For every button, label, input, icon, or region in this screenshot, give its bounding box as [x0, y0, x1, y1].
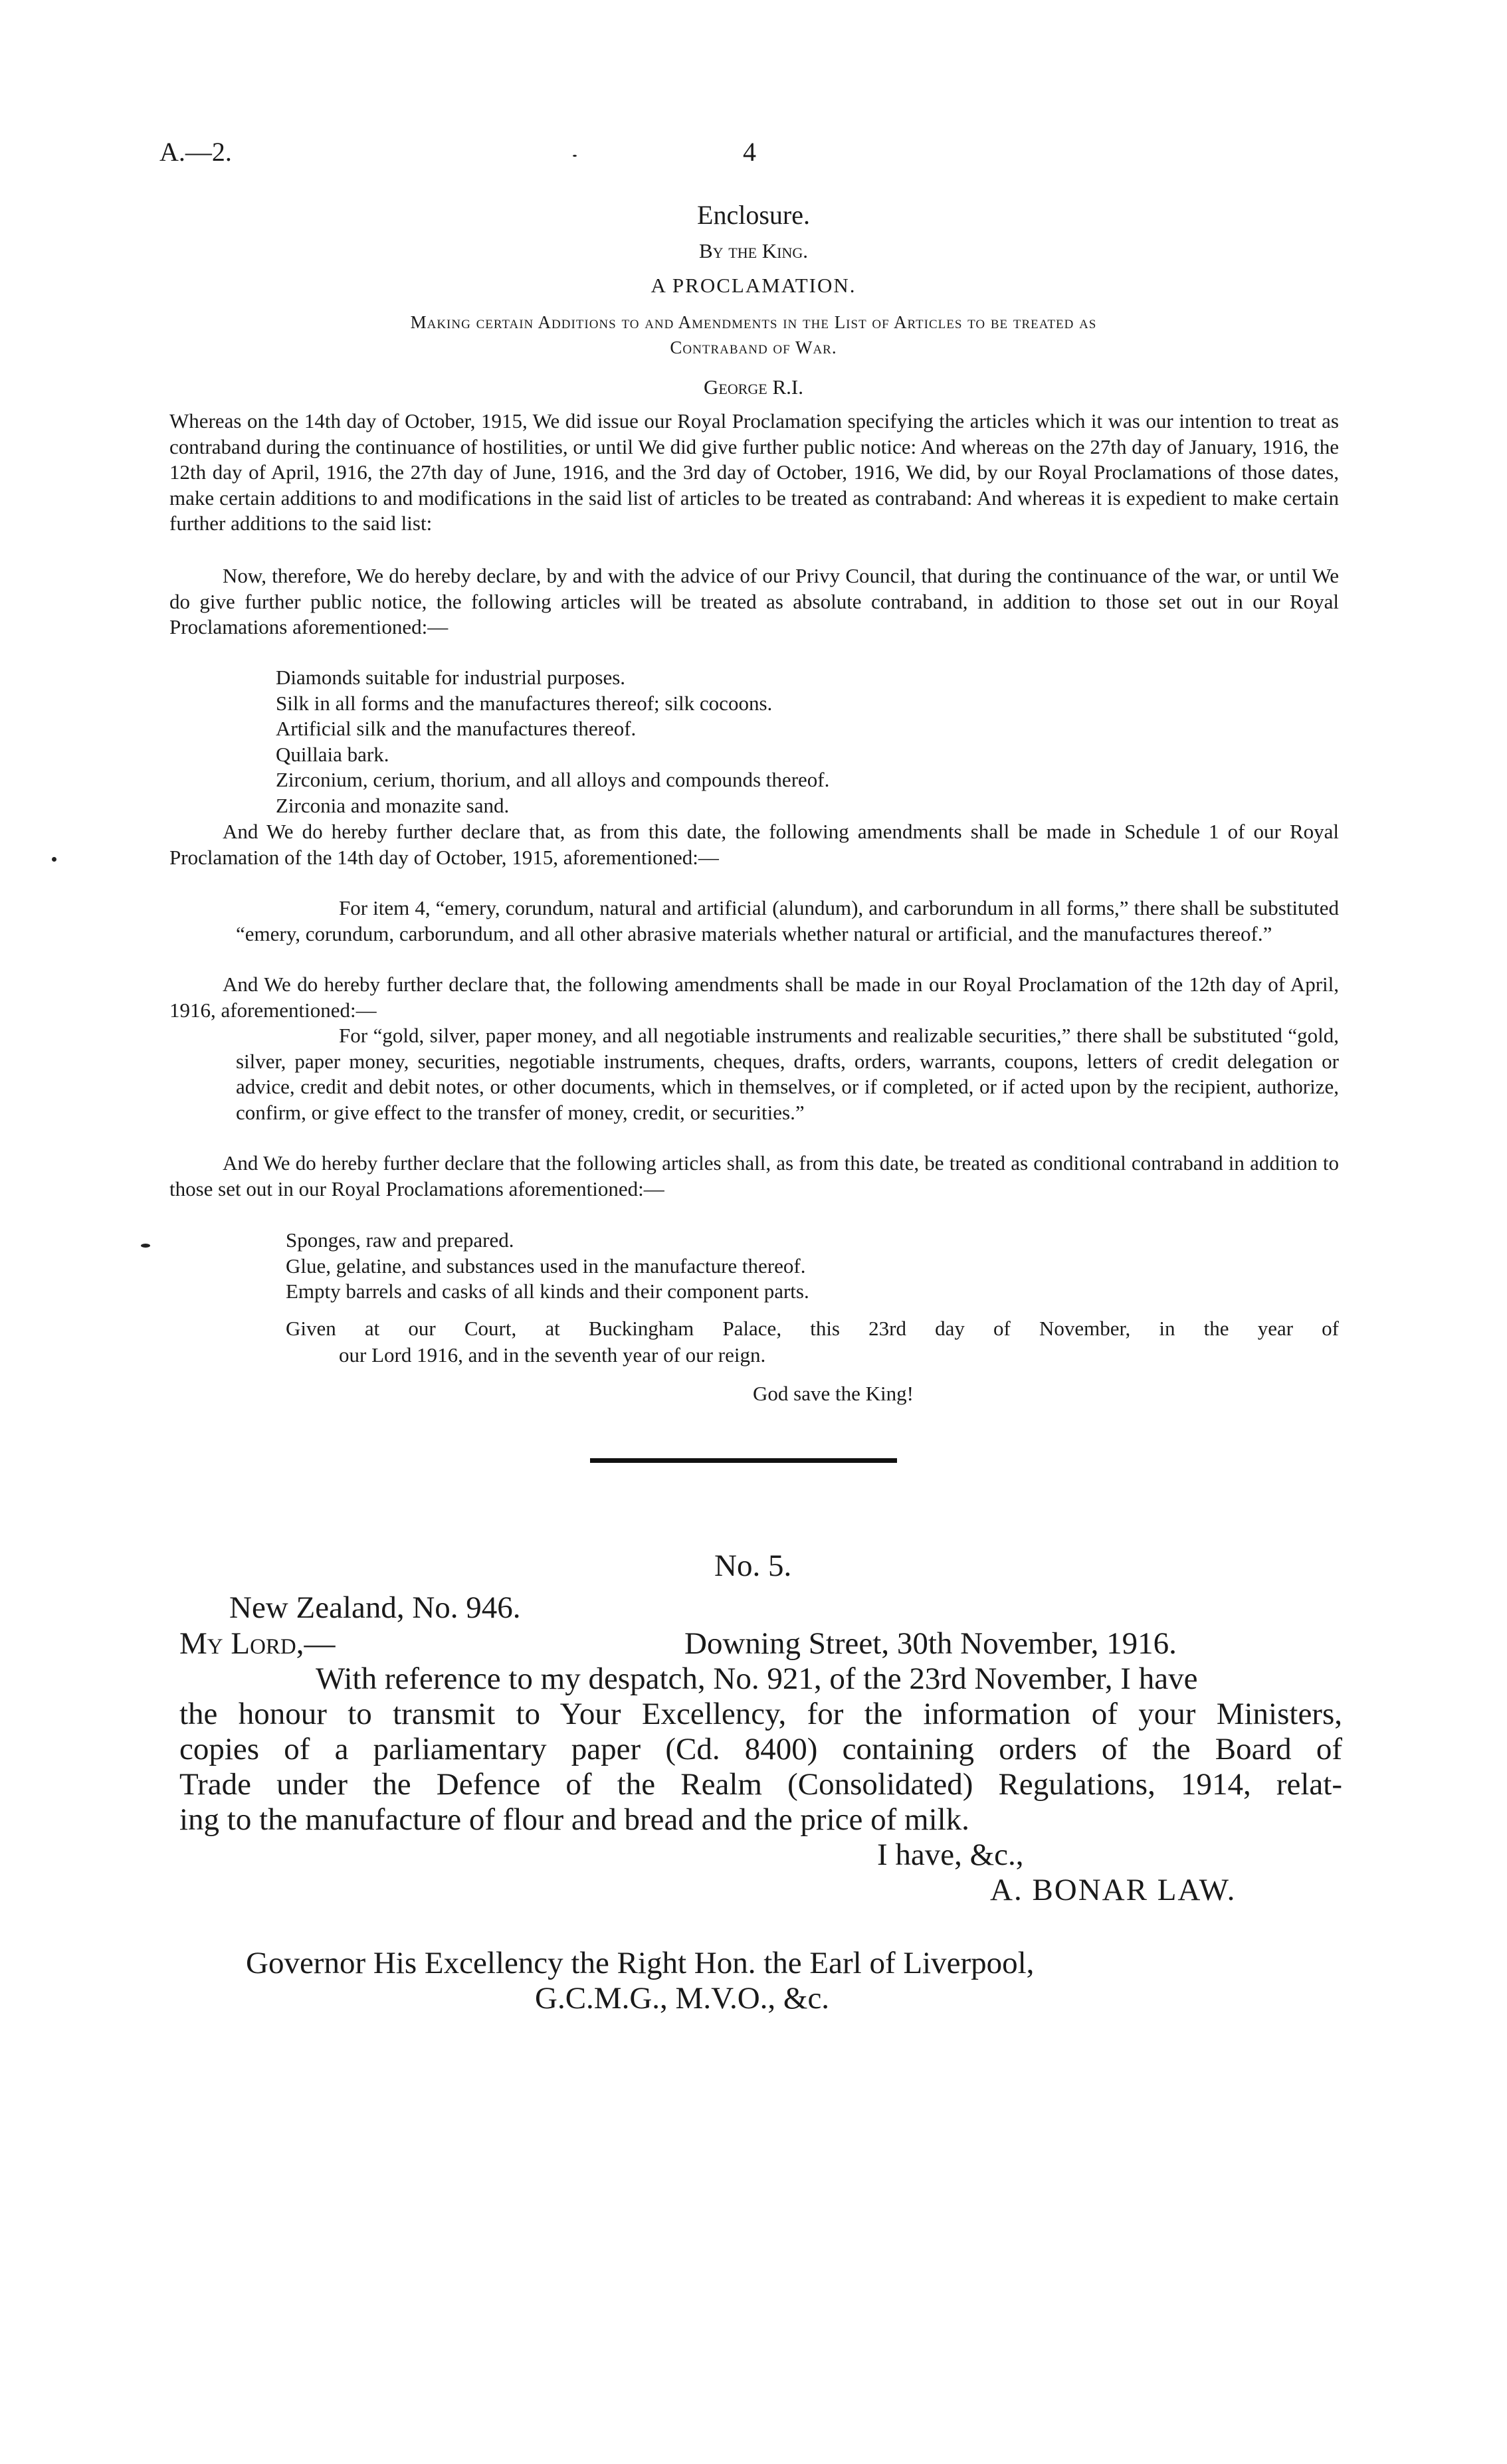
given-at-line1: Given at our Court, at Buckingham Palace, this 23rd day of November, in the year of — [286, 1317, 1339, 1340]
by-the-king: By the King. — [698, 239, 809, 262]
whereas-paragraph: Whereas on the 14th day of October, 1915, We did issue our Royal Proclamation specifying the articles which it was our intention to treat as contraband during the continuance of hostilities, or until We did give further public notice: And whereas on the 27th day of January, 1916, the 12th day of April, 1916, the 27th day of June, 1916, and the 3rd day of October, 1916, We did, by our Royal Proclamations of those dates, make certain additions to and modifications in the said list of articles to be treated as contraband: And whereas it is expedient to make certain further additions to the said list: — [169, 409, 1339, 535]
margin-mark — [141, 1244, 150, 1248]
letter-signature: A. BONAR LAW. — [990, 1873, 1237, 1907]
proclamation-heading: A PROCLAMATION. — [651, 274, 856, 297]
letter-body-line4: Trade under the Defence of the Realm (Consolidated) Regulations, 1914, relat- — [179, 1767, 1342, 1802]
document-reference: A.—2. — [159, 137, 232, 167]
conditional-contraband-list — [286, 1228, 809, 1305]
amendment-two-quote: For “gold, silver, paper money, and all negotiable instruments and realizable securities,” there shall be substituted “gold, silver, paper money, securities, negotiable instruments, cheques, drafts, orders, warrants, coupons, letters of credit delegation or advice, credit and debit notes, or other documents, which in themselves, or if completed, or if acted upon by the recipient, authorize, confirm, or give effect to the transfer of money, credit, or securities.” — [236, 1024, 1339, 1124]
addressee-line2: G.C.M.G., M.V.O., &c. — [535, 1981, 830, 2016]
royal-signature: George R.I. — [704, 375, 803, 399]
amendment-one-quote: For item 4, “emery, corundum, natural and artificial (alundum), and carborundum in all forms,” there shall be substituted “emery, corundum, carborundum, and all other abrasive materials whether natural or artificial, and the manufactures thereof.” — [236, 896, 1339, 945]
letter-body-line2: the honour to transmit to Your Excellency, for the information of your Ministers, — [179, 1697, 1342, 1731]
speck-mark — [573, 155, 577, 157]
addressee-line1: Governor His Excellency the Right Hon. the Earl of Liverpool, — [246, 1946, 1035, 1980]
list-item: Empty barrels and casks of all kinds and their component parts. — [286, 1279, 809, 1303]
list-item: Silk in all forms and the manufactures thereof; silk cocoons. — [276, 691, 773, 715]
list-item: Diamonds suitable for industrial purposes. — [276, 666, 626, 689]
absolute-contraband-list — [276, 665, 829, 818]
amendment-one-paragraph: And We do hereby further declare that, as from this date, the following amendments shall be made in Schedule 1 of our Royal Proclamation of the 14th day of October, 1915, aforementioned:— — [169, 820, 1339, 869]
list-item: Zirconia and monazite sand. — [276, 793, 510, 817]
letter-number: No. 5. — [714, 1549, 792, 1583]
god-save-the-king: God save the King! — [753, 1382, 914, 1405]
proclamation-subtitle-line2: Contraband of War. — [670, 337, 837, 357]
letter-body-line3: copies of a parliamentary paper (Cd. 8400) containing orders of the Board of — [179, 1732, 1342, 1766]
salutation: My Lord,— — [179, 1626, 336, 1661]
list-item: Zirconium, cerium, thorium, and all alloys and compounds thereof. — [276, 768, 830, 791]
amendment-two-paragraph: And We do hereby further declare that, the following amendments shall be made in our Royal Proclamation of the 12th day of April, 1916, aforementioned:— — [169, 973, 1339, 1022]
new-zealand-reference: New Zealand, No. 946. — [229, 1590, 521, 1625]
enclosure-title: Enclosure. — [697, 200, 810, 230]
page-number: 4 — [743, 137, 756, 167]
letter-body-line5: ing to the manufacture of flour and bread and the price of milk. — [179, 1802, 969, 1837]
address-date: Downing Street, 30th November, 1916. — [684, 1626, 1177, 1661]
absolute-contraband-paragraph: Now, therefore, We do hereby declare, by and with the advice of our Privy Council, that during the continuance of the war, or until We do give further public notice, the following articles will be treated as absolute contraband, in addition to those set out in our Royal Proclamations aforementioned:— — [169, 564, 1339, 638]
list-item: Glue, gelatine, and substances used in the manufacture thereof. — [286, 1254, 806, 1278]
conditional-contraband-paragraph: And We do hereby further declare that the following articles shall, as from this date, be treated as conditional contraband in addition to those set out in our Royal Proclamations aforementioned:— — [169, 1151, 1339, 1200]
letter-closing: I have, &c., — [877, 1838, 1024, 1872]
list-item: Sponges, raw and prepared. — [286, 1228, 514, 1252]
letter-body-line1: With reference to my despatch, No. 921, of the 23rd November, I have — [316, 1661, 1198, 1696]
given-at-line2: our Lord 1916, and in the seventh year of our reign. — [339, 1343, 766, 1367]
proclamation-subtitle-line1: Making certain Additions to and Amendments in the List of Articles to be treated as — [410, 312, 1097, 332]
section-divider — [590, 1458, 897, 1463]
list-item: Artificial silk and the manufactures thereof. — [276, 717, 637, 740]
margin-speck — [52, 857, 56, 862]
list-item: Quillaia bark. — [276, 742, 389, 766]
